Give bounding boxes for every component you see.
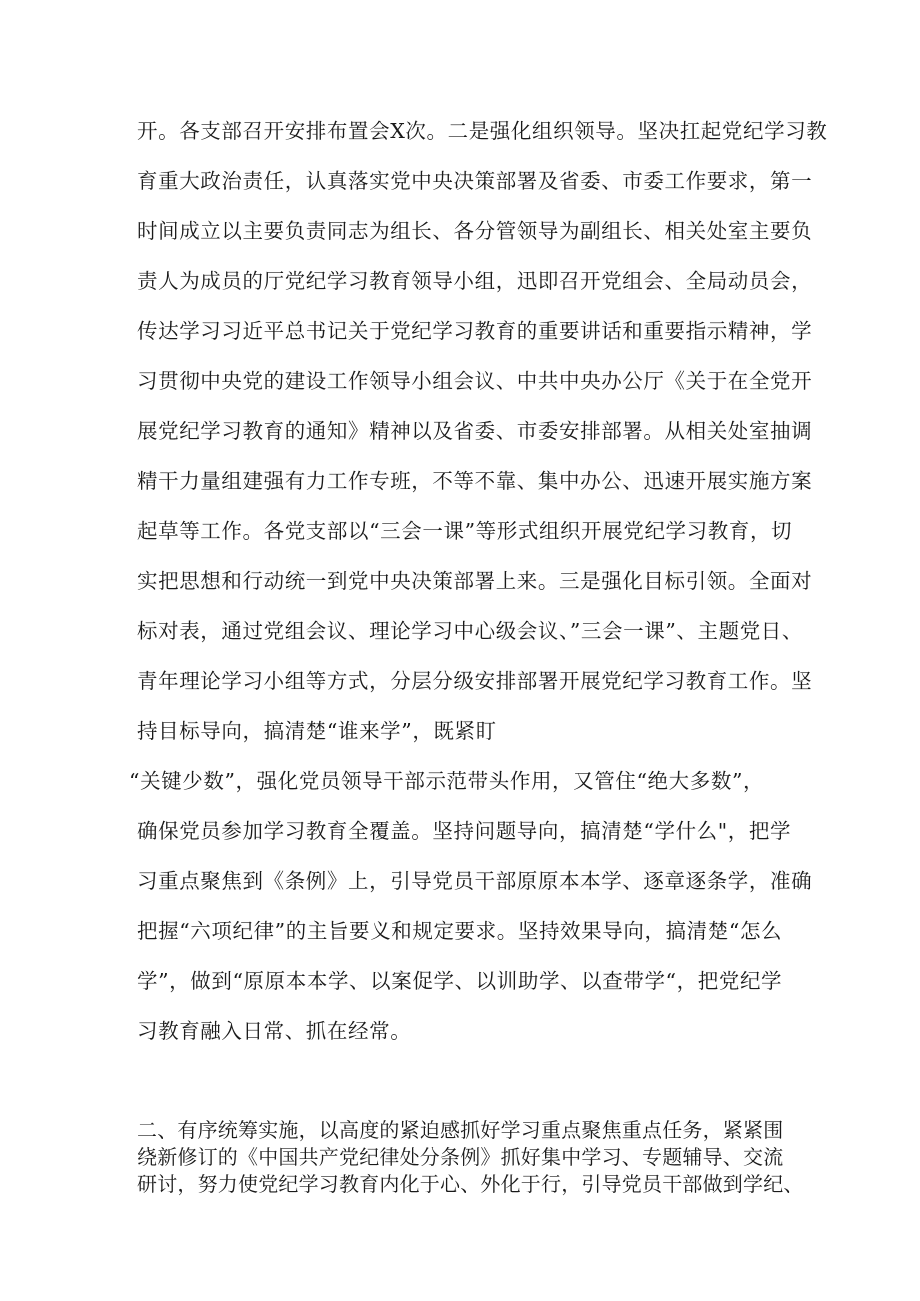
text-line: 把握“六项纪律”的主旨要义和规定要求。坚持效果导向，搞清楚“怎么 (137, 919, 783, 943)
text-line: 青年理论学习小组等方式，分层分级安排部署开展党纪学习教育工作。坚 (137, 669, 813, 693)
text-line: 习教育融入日常、抓在经常。 (137, 1019, 412, 1043)
text-line: 研讨，努力使党纪学习教育内化于心、外化于行，引导党员干部做到学纪、 (137, 1172, 804, 1196)
text-line: 学”，做到“原原本本学、以案促学、以训助学、以查带学“，把党纪学 (137, 969, 783, 993)
text-line: 习重点聚焦到《条例》上，引导党员干部原原本本学、逐章逐条学，准确 (137, 869, 813, 893)
text-line: 二、有序统筹实施，以高度的紧迫感抓好学习重点聚焦重点任务，紧紧围 (137, 1118, 784, 1142)
text-line: 育重大政治责任，认真落实党中央决策部署及省委、市委工作要求，第一 (137, 169, 813, 193)
text-line: 实把思想和行动统一到党中央决策部署上来。三是强化目标引领。全面对 (137, 569, 813, 593)
text-line: 展党纪学习教育的通知》精神以及省委、市委安排部署。从相关处室抽调 (137, 419, 813, 443)
text-line: 精干力量组建强有力工作专班，不等不靠、集中办公、迅速开展实施方案 (137, 469, 813, 493)
text-line: 持目标导向，搞清楚“谁来学”，既紧盯 (137, 719, 497, 743)
text-line: 传达学习习近平总书记关于党纪学习教育的重要讲话和重要指示精神，学 (137, 319, 813, 343)
text-line: “关键少数”，强化党员领导干部示范带头作用，又管住“绝大多数”， (129, 769, 765, 793)
text-line: 确保党员参加学习教育全覆盖。坚持问题导向，搞清楚“学什么"，把学 (137, 819, 792, 843)
text-line: 标对表，通过党组会议、理论学习中心级会议、”三会一课”、主题党日、 (137, 619, 804, 643)
text-line: 开。各支部召开安排布置会X次。二是强化组织领导。坚决扛起党纪学习教 (137, 119, 828, 143)
text-line: 时间成立以主要负责同志为组长、各分管领导为副组长、相关处室主要负 (137, 219, 813, 243)
text-line: 责人为成员的厅党纪学习教育领导小组，迅即召开党组会、全局动员会， (137, 269, 813, 293)
text-line: 绕新修订的《中国共产党纪律处分条例》抓好集中学习、专题辅导、交流 (137, 1145, 784, 1169)
text-line: 习贯彻中央党的建设工作领导小组会议、中共中央办公厅《关于在全党开 (137, 369, 813, 393)
text-line: 起草等工作。各党支部以“三会一课”等形式组织开展党纪学习教育，切 (137, 519, 793, 543)
